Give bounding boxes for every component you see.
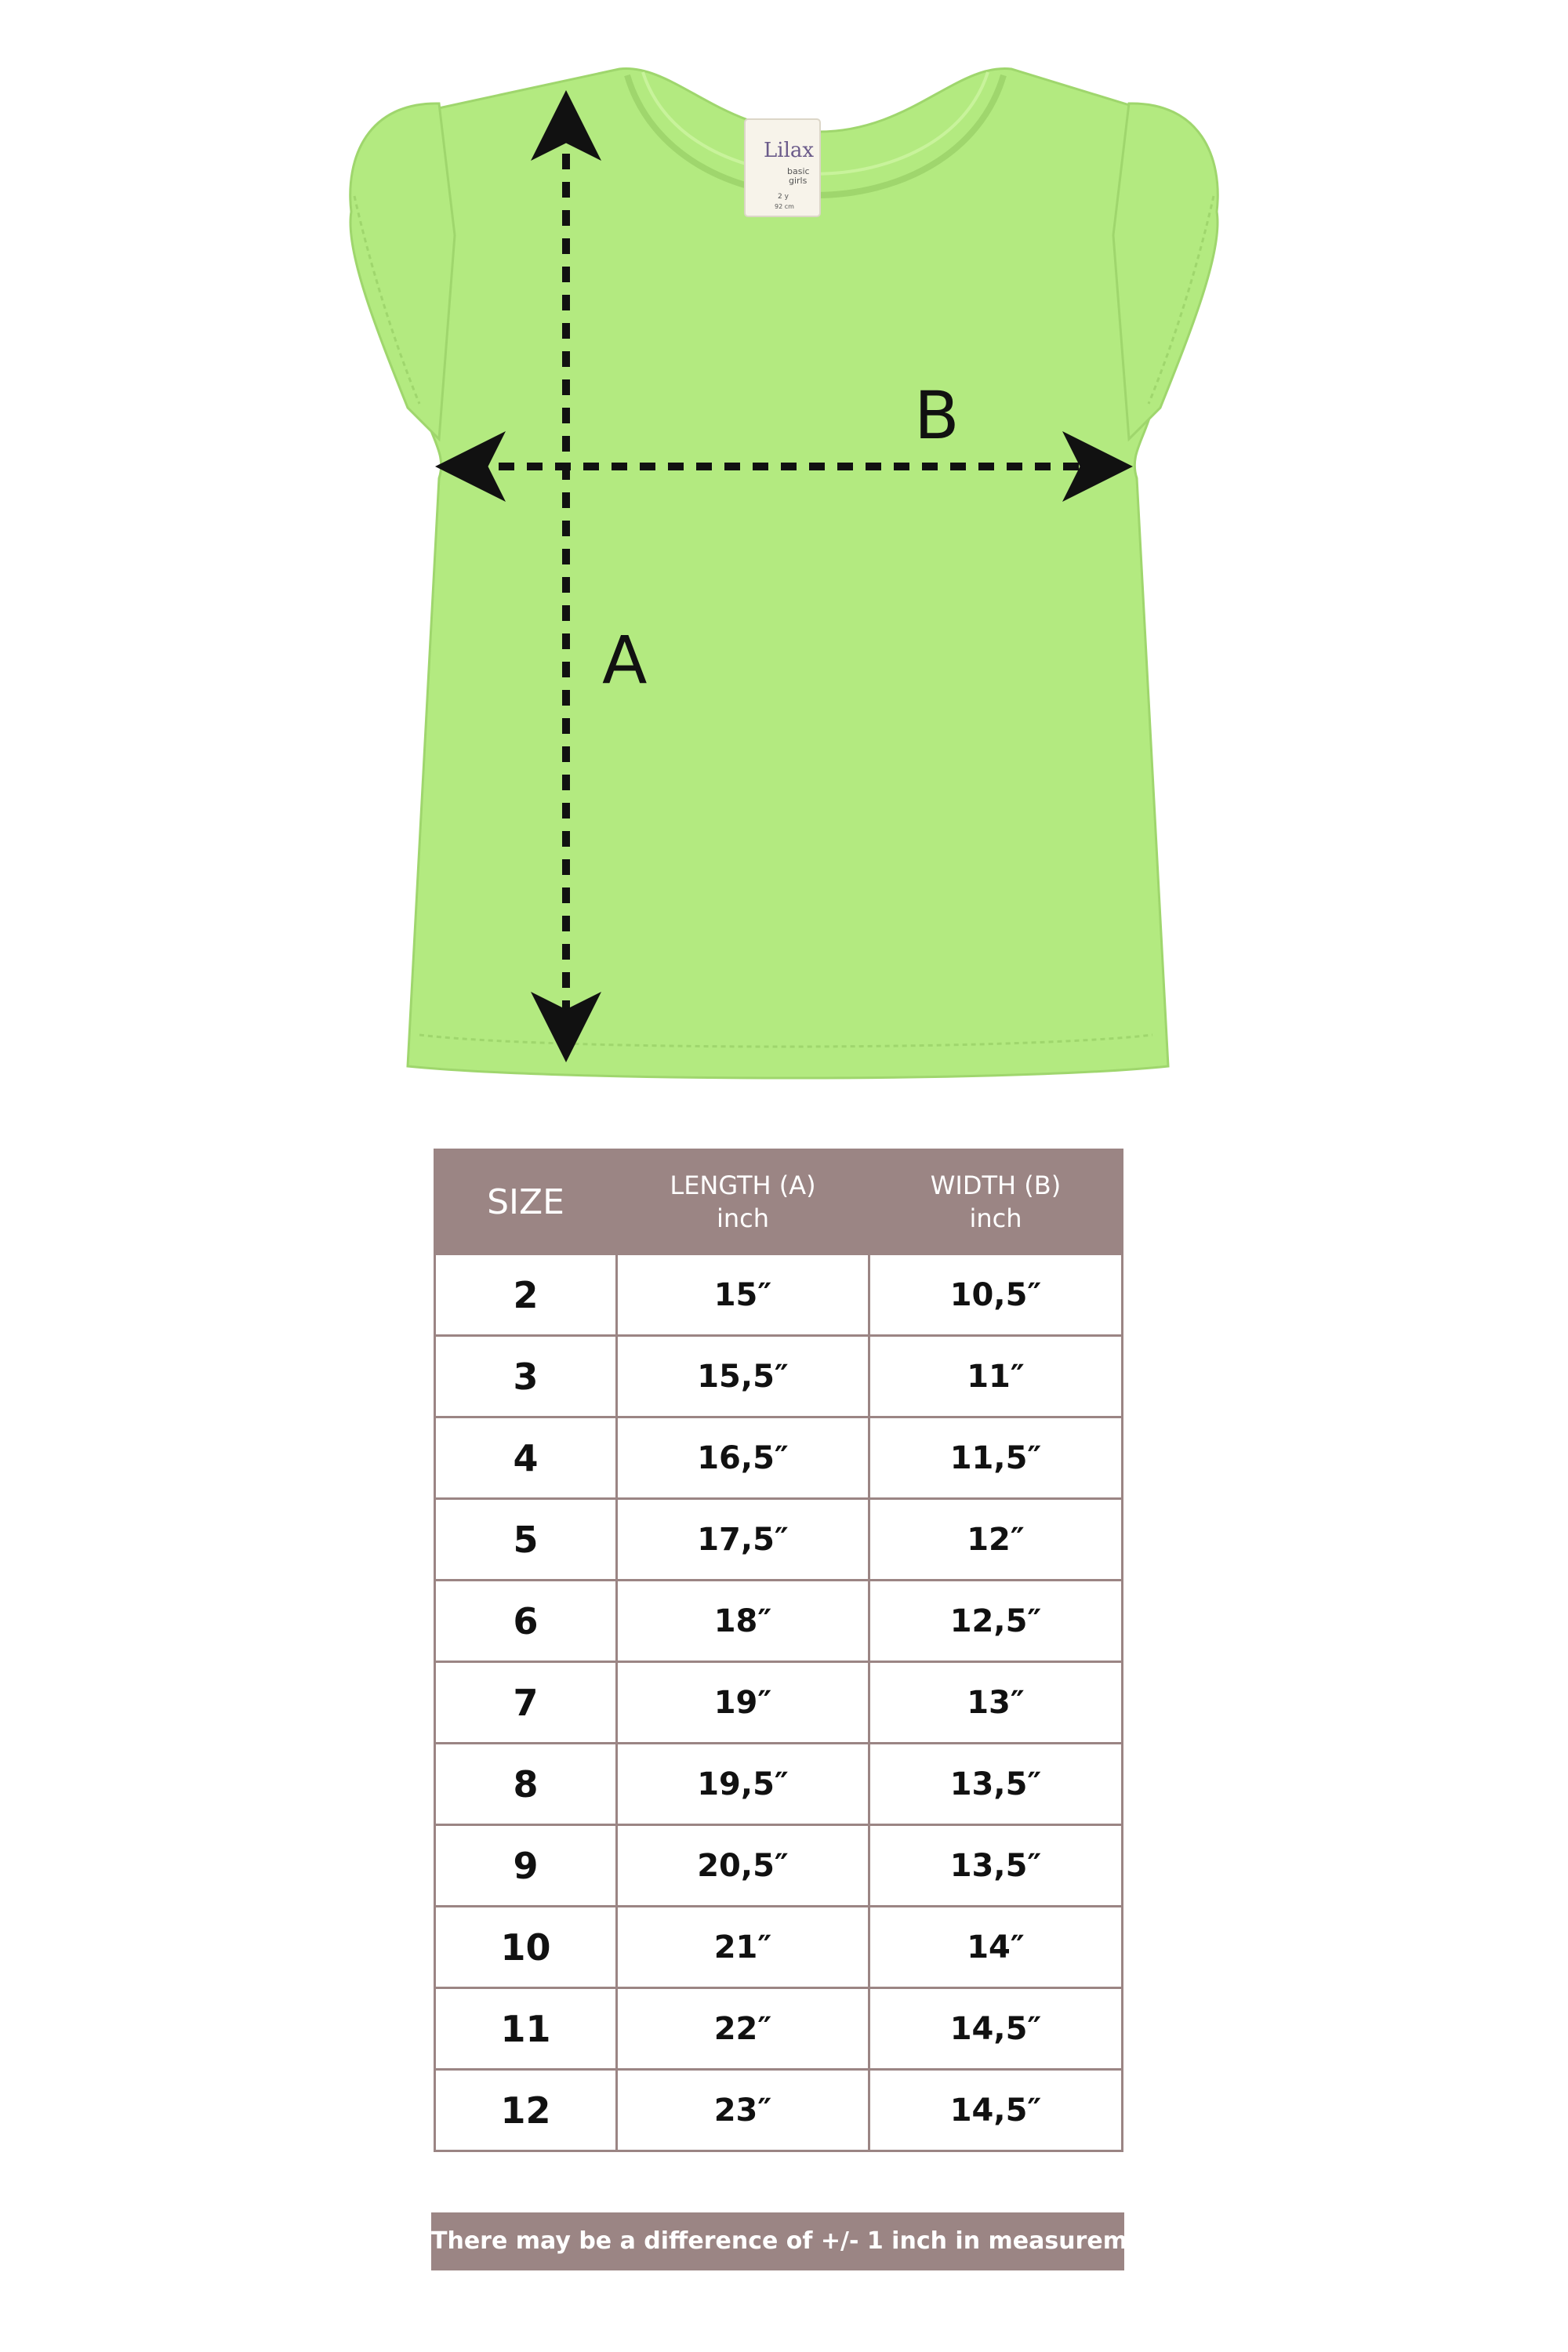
length-cell: 19″ (617, 1662, 869, 1744)
size-cell: 9 (435, 1825, 617, 1907)
table-body (435, 1254, 1123, 2151)
width-cell: 14″ (869, 1907, 1123, 1988)
size-cell: 11 (435, 1988, 617, 2070)
width-cell: 13,5″ (869, 1744, 1123, 1825)
size-cell: 7 (435, 1662, 617, 1744)
table-row (435, 1744, 1123, 1825)
tag-brand: Lilax (764, 139, 815, 162)
length-cell: 19,5″ (617, 1744, 869, 1825)
width-cell: 12″ (869, 1499, 1123, 1581)
length-cell: 18″ (617, 1581, 869, 1662)
size-cell: 6 (435, 1581, 617, 1662)
tshirt-illustration (0, 0, 1568, 1098)
table-row (435, 1336, 1123, 1417)
left-sleeve (350, 103, 455, 439)
size-cell: 8 (435, 1744, 617, 1825)
tag-line1: basic (787, 166, 810, 176)
length-cell: 17,5″ (617, 1499, 869, 1581)
size-cell: 12 (435, 2070, 617, 2151)
header-width-unit: inch (969, 1203, 1022, 1233)
tag-cm: 92 cm (775, 203, 794, 210)
table-row (435, 1988, 1123, 2070)
header-size: SIZE (435, 1150, 617, 1254)
table-row (435, 1825, 1123, 1907)
width-cell: 13″ (869, 1662, 1123, 1744)
header-width-label: WIDTH (B) (930, 1171, 1062, 1200)
length-cell: 15″ (617, 1254, 869, 1336)
header-length (617, 1150, 869, 1254)
size-cell: 4 (435, 1417, 617, 1499)
length-cell: 23″ (617, 2070, 869, 2151)
size-cell: 10 (435, 1907, 617, 1988)
width-cell: 12,5″ (869, 1581, 1123, 1662)
length-cell: 22″ (617, 1988, 869, 2070)
measurement-note: There may be a difference of +/- 1 inch in measurements (431, 2212, 1124, 2270)
table-row (435, 2070, 1123, 2151)
width-cell: 11,5″ (869, 1417, 1123, 1499)
width-cell: 14,5″ (869, 2070, 1123, 2151)
tag-line2: girls (789, 176, 808, 186)
width-cell: 11″ (869, 1336, 1123, 1417)
table-row (435, 1662, 1123, 1744)
length-cell: 15,5″ (617, 1336, 869, 1417)
table-header-row (435, 1150, 1123, 1254)
table-row (435, 1907, 1123, 1988)
length-cell: 16,5″ (617, 1417, 869, 1499)
length-cell: 21″ (617, 1907, 869, 1988)
label-length-a: A (602, 622, 648, 699)
size-cell: 5 (435, 1499, 617, 1581)
size-cell: 3 (435, 1336, 617, 1417)
header-length-label: LENGTH (A) (670, 1171, 816, 1200)
size-chart-table (434, 1149, 1123, 2152)
table-row (435, 1499, 1123, 1581)
header-length-unit: inch (716, 1203, 770, 1233)
garment-label-tag (745, 119, 820, 216)
table-row (435, 1417, 1123, 1499)
width-cell: 10,5″ (869, 1254, 1123, 1336)
size-cell: 2 (435, 1254, 617, 1336)
table-row (435, 1254, 1123, 1336)
right-sleeve (1113, 103, 1218, 439)
width-cell: 14,5″ (869, 1988, 1123, 2070)
label-width-b: B (914, 377, 960, 454)
tshirt-body (400, 68, 1176, 1078)
table-row (435, 1581, 1123, 1662)
tag-size: 2 y (778, 193, 789, 201)
header-width (869, 1150, 1123, 1254)
width-cell: 13,5″ (869, 1825, 1123, 1907)
length-cell: 20,5″ (617, 1825, 869, 1907)
